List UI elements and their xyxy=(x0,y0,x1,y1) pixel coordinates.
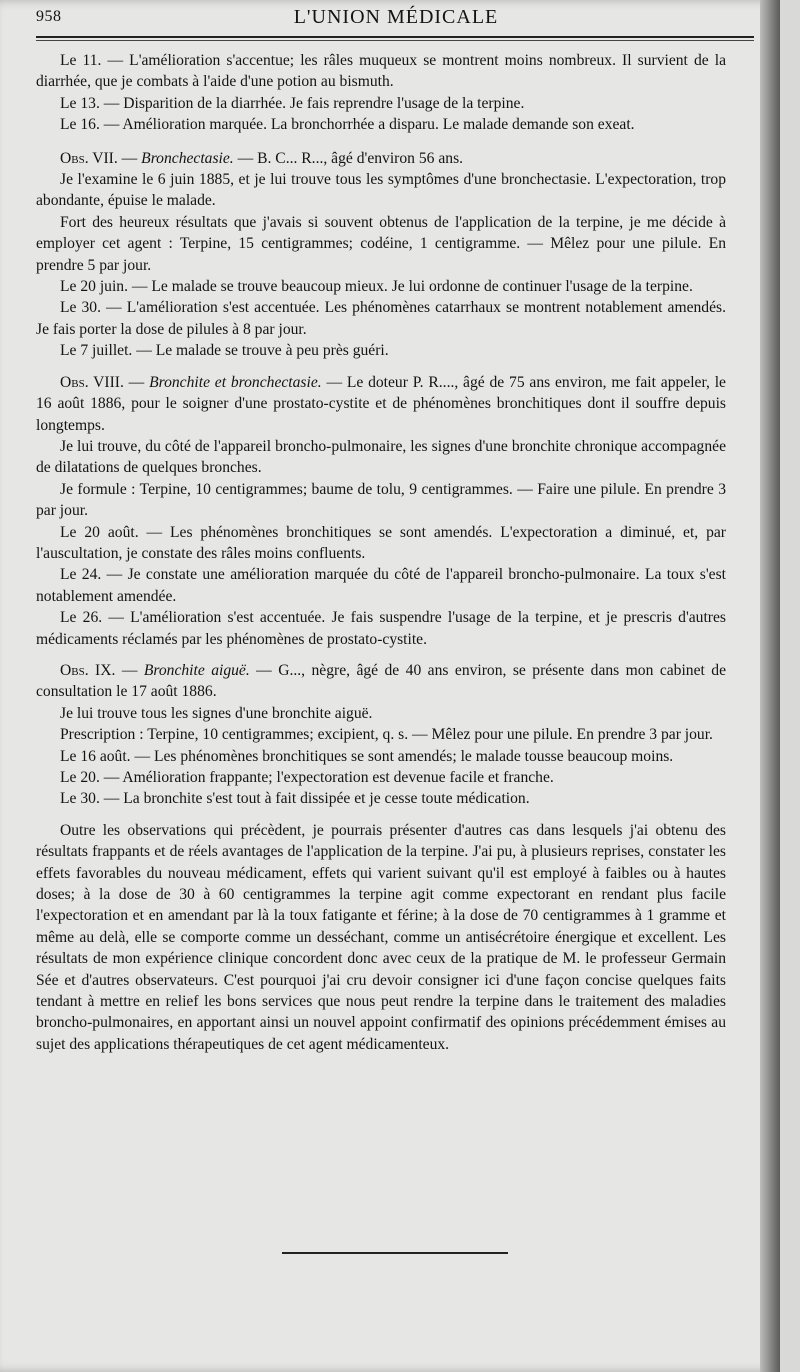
paragraph: Le 20 juin. — Le malade se trouve beaucoup mieux. Je lui ordonne de continuer l'usage de la terpine. xyxy=(60,278,693,296)
observation-text: — B. C... R..., âgé d'environ 56 ans. xyxy=(233,149,464,167)
paragraph: Le 11. — L'amélioration s'accentue; les râles muqueux se montrent moins nombreux. Il survient de la diarrhée, que je combats à l'aide d'une potion au bismuth. xyxy=(36,52,726,91)
paragraph: Le 7 juillet. — Le malade se trouve à peu près guéri. xyxy=(60,342,389,360)
paragraph: Prescription : Terpine, 10 centigrammes; excipient, q. s. — Mêlez pour une pilule. En prendre 3 par jour. xyxy=(60,726,713,744)
paragraph: Le 30. — La bronchite s'est tout à fait dissipée et je cesse toute médication. xyxy=(60,790,530,808)
paragraph: Le 13. — Disparition de la diarrhée. Je fais reprendre l'usage de la terpine. xyxy=(60,94,525,112)
paragraph: Le 24. — Je constate une amélioration marquée du côté de l'appareil broncho-pulmonaire. La toux s'est notablement amendée. xyxy=(36,566,726,605)
observation-title: Bronchite et bronchectasie. xyxy=(149,373,322,391)
closing-rule xyxy=(282,1252,508,1254)
paragraph: Le 26. — L'amélioration s'est accentuée. Je fais suspendre l'usage de la terpine, et je prescris d'autres médicaments réclamés par les phénomènes de prostato-cystite. xyxy=(36,609,726,648)
observation-label: Obs. VIII. xyxy=(60,373,124,391)
paragraph: Le 20 août. — Les phénomènes bronchitiques se sont amendés. L'expectoration a diminué, et, par l'auscultation, je constate des râles moins confluents. xyxy=(36,523,726,562)
conclusion-paragraph: Outre les observations qui précèdent, je pourrais présenter d'autres cas dans lesquels j'ai obtenu des résultats frappants et de réels avantages de l'application de la terpine. J'ai pu, à plusieurs reprises, constater les effets favorables du nouveau médicament, effets qui varient suivant qu'il est employé à faibles ou à hautes doses; à la dose de 30 à 60 centigrammes la terpine agit comme expectorant en rendant plus facile l'expectoration et en amendant par là la toux fatigante et férine; à la dose de 70 centigrammes à 1 gramme et même au delà, elle se comporte comme un desséchant, comme un antisécrétoire énergique et excellent. Les résultats de mon expérience clinique concordent donc avec ceux de la pratique de M. le professeur Germain Sée et d'autres observateurs. C'est pourquoi j'ai cru devoir consigner ici d'une façon concise quelques faits tendant à mettre en relief les bons services que nous peut rendre la terpine dans le traitement des maladies broncho-pulmonaires, en apportant ainsi un nouvel appoint confirmatif des opinions précédemment émises au sujet des applications thérapeutiques de cet agent médicamenteux. xyxy=(36,821,726,1053)
article-body xyxy=(36,50,726,1055)
paragraph: Le 30. — L'amélioration s'est accentuée. Les phénomènes catarrhaux se montrent notablement amendés. Je fais porter la dose de pilules à 8 par jour. xyxy=(36,299,726,338)
paragraph: Je lui trouve tous les signes d'une bronchite aiguë. xyxy=(60,704,373,722)
observation-title: Bronchectasie. xyxy=(141,149,234,167)
observation-heading: Obs. VII. — Bronchectasie. — B. C... R..., âgé d'environ 56 ans. xyxy=(60,149,464,167)
page-edge-shadow xyxy=(760,0,780,1372)
header-rule-thin xyxy=(36,40,754,41)
observation-heading: Obs. IX. — Bronchite aiguë. — G..., nègre, âgé de 40 ans environ, se présente dans mon cabinet de consultation le 17 août 1886. xyxy=(36,661,726,701)
paragraph: Je formule : Terpine, 10 centigrammes; baume de tolu, 9 centigrammes. — Faire une pilule. En prendre 3 par jour. xyxy=(36,480,726,520)
running-header xyxy=(36,4,756,34)
observation-label: Obs. IX. xyxy=(60,661,116,679)
paragraph: Le 20. — Amélioration frappante; l'expectoration est devenue facile et franche. xyxy=(60,769,554,786)
observation-text: — G..., nègre, âgé de 40 ans environ, se présente dans mon cabinet de consultation le 17 août 1886. xyxy=(36,661,726,701)
header-rule xyxy=(36,36,754,38)
paragraph: Le 16. — Amélioration marquée. La bronchorrhée a disparu. Le malade demande son exeat. xyxy=(60,116,635,134)
journal-title: L'UNION MÉDICALE xyxy=(293,6,499,28)
observation-label: Obs. VII. xyxy=(60,149,118,167)
page-number: 958 xyxy=(36,8,62,25)
observation-title: Bronchite aiguë. xyxy=(143,661,250,679)
observation-heading: Obs. VIII. — Bronchite et bronchectasie. — Le doteur P. R...., âgé de 75 ans environ, me fait appeler, le 16 août 1886, pour le soigner d'une prostato-cystite et de phénomènes bronchitiques dont il souffre depuis longtemps. xyxy=(36,373,726,434)
paragraph: Le 16 août. — Les phénomènes bronchitiques se sont amendés; le malade tousse beaucoup moins. xyxy=(60,747,674,765)
observation-text: — Le doteur P. R...., âgé de 75 ans environ, me fait appeler, le 16 août 1886, pour le soigner d'une prostato-cystite et de phénomènes bronchitiques dont il souffre depuis longtemps. xyxy=(36,373,726,434)
paragraph: Je l'examine le 6 juin 1885, et je lui trouve tous les symptômes d'une bronchectasie. L'expectoration, trop abondante, épuise le malade. xyxy=(36,171,726,210)
paragraph: Fort des heureux résultats que j'avais si souvent obtenus de l'application de la terpine, je me décide à employer cet agent : Terpine, 15 centigrammes; codéine, 1 centigramme. — Mêlez pour une pilule. En prendre 5 par jour. xyxy=(36,213,726,274)
paragraph: Je lui trouve, du côté de l'appareil broncho-pulmonaire, les signes d'une bronchite chronique accompagnée de dilatations de quelques bronches. xyxy=(36,437,726,477)
